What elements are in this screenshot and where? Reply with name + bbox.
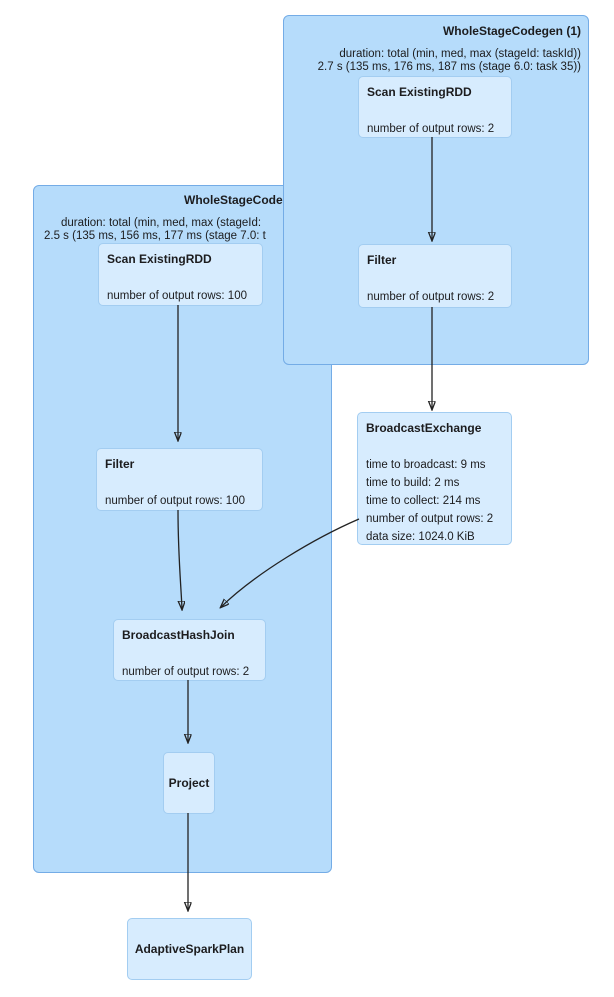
node-metric: number of output rows: 2 [366,513,494,525]
node-title: Scan ExistingRDD [107,252,212,266]
node-metric: data size: 1024.0 KiB [366,531,475,543]
node-broadcast-hash-join[interactable] [113,619,266,681]
node-title: Filter [367,253,397,267]
node-metric: number of output rows: 100 [105,495,245,507]
node-broadcast-exchange[interactable] [357,412,512,545]
cluster-duration-label: duration: total (min, med, max (stageId: [61,217,262,229]
node-title: BroadcastExchange [366,421,482,435]
node-metric: time to broadcast: 9 ms [366,459,486,471]
node-metric: time to build: 2 ms [366,477,460,489]
node-filter-1[interactable] [358,244,512,308]
node-metric: number of output rows: 2 [367,123,495,135]
node-scan-existing-rdd-2[interactable] [98,243,263,306]
node-filter-2[interactable] [96,448,263,511]
node-adaptive-spark-plan[interactable] [127,918,252,980]
node-metric: number of output rows: 2 [367,291,495,303]
cluster-duration-label: duration: total (min, med, max (stageId: taskId)) [339,48,581,60]
node-metric: number of output rows: 2 [122,666,250,678]
node-title: Filter [105,457,135,471]
node-metric: time to collect: 214 ms [366,495,481,507]
cluster-duration-value: 2.5 s (135 ms, 156 ms, 177 ms (stage 7.0: t [44,230,266,242]
node-title: BroadcastHashJoin [122,628,235,642]
node-title: Project [168,776,210,790]
node-scan-existing-rdd-1[interactable] [358,76,512,138]
node-project[interactable] [163,752,215,814]
node-metric: number of output rows: 100 [107,290,247,302]
node-title: Scan ExistingRDD [367,85,472,99]
cluster-title: WholeStageCodegen (1) [442,24,581,38]
cluster-title: WholeStageCode [184,193,283,207]
cluster-wholestagecodegen-1 [283,15,589,365]
node-title: AdaptiveSparkPlan [134,942,245,956]
cluster-duration-value: 2.7 s (135 ms, 176 ms, 187 ms (stage 6.0: task 35)) [317,61,581,73]
